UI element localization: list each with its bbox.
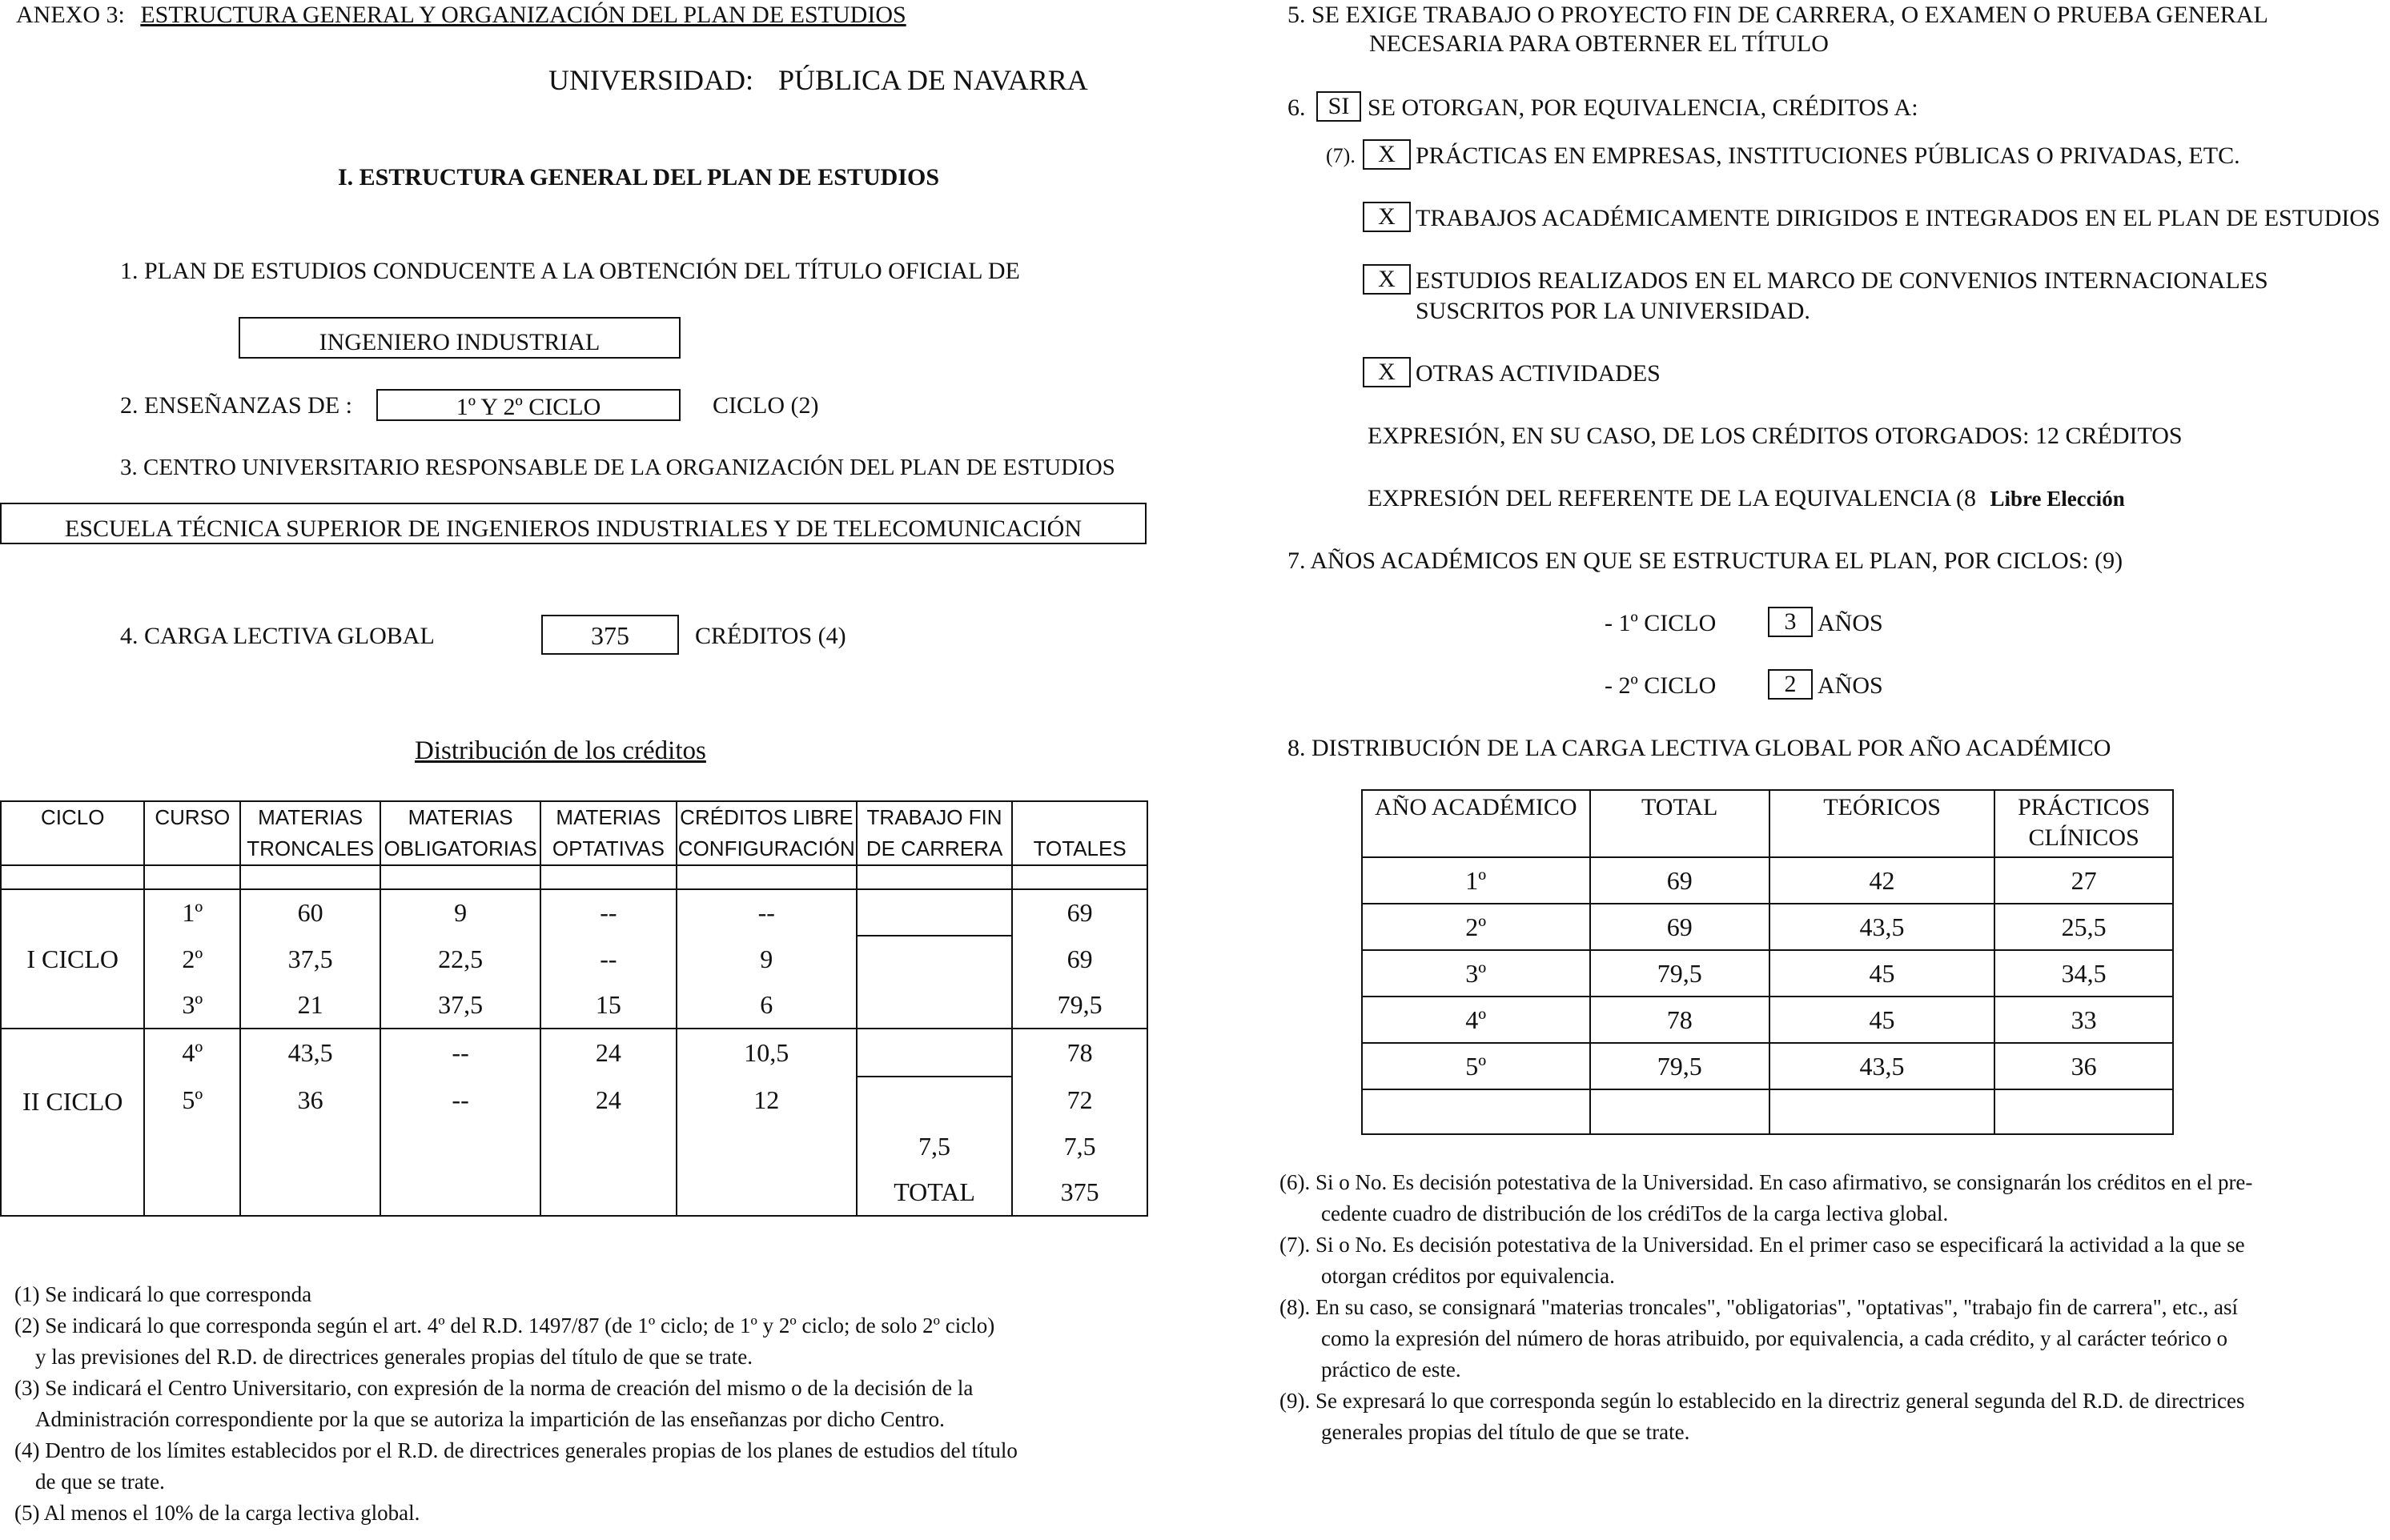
optativas-cell [540, 1123, 677, 1169]
footnote: cedente cuadro de distribución de los crédiTos de la carga lectiva global. [1321, 1201, 1949, 1225]
degree-title: INGENIERO INDUSTRIAL [319, 329, 601, 355]
table-row [1, 1123, 1147, 1169]
footnote: (1) Se indicará lo que corresponda [14, 1282, 312, 1306]
libre-cell: 6 [677, 982, 857, 1029]
degree-box [239, 317, 681, 359]
practicos-cell: 25,5 [1994, 904, 2173, 950]
troncales-cell [240, 1169, 380, 1216]
item-4-suffix: CRÉDITOS (4) [695, 623, 846, 649]
academic-year-table [1361, 789, 2174, 1135]
teoricos-cell: 43,5 [1769, 904, 1994, 950]
total-cell: 78 [1012, 1029, 1147, 1077]
footnote: como la expresión del número de horas atribuido, por equivalencia, a cada crédito, y al carácter teórico o [1321, 1326, 2228, 1350]
item-6-prefix: 6. [1287, 94, 1306, 121]
ciclo-value: 1º Y 2º CICLO [456, 394, 601, 420]
teoricos-cell [1769, 1089, 1994, 1134]
libre-cell [677, 1123, 857, 1169]
ciclo-2-years-box [1768, 669, 1813, 700]
table-row [1362, 997, 2173, 1043]
header-totales-text: TOTALES [1033, 836, 1127, 860]
teoricos-cell: 42 [1769, 857, 1994, 904]
right-footnotes [1279, 1167, 2376, 1448]
obligatorias-cell: 22,5 [380, 936, 540, 982]
check-mark: X [1378, 266, 1396, 292]
item-6-si-value: SI [1328, 93, 1350, 119]
total-cell: 69 [1590, 857, 1769, 904]
optativas-cell: 24 [540, 1029, 677, 1077]
curso-cell: 2º [144, 936, 240, 982]
teoricos-cell: 45 [1769, 997, 1994, 1043]
item-7: 7. AÑOS ACADÉMICOS EN QUE SE ESTRUCTURA EL PLAN, POR CICLOS: (9) [1287, 547, 2123, 574]
check-box-estudios [1363, 264, 1411, 295]
item-4-label: 4. CARGA LECTIVA GLOBAL [120, 623, 435, 649]
option-otras: OTRAS ACTIVIDADES [1416, 360, 1661, 387]
footnote: Administración correspondiente por la que se autoriza la impartición de las enseñanzas por dicho Centro. [35, 1407, 945, 1431]
footnote: generales propias del título de que se trate. [1321, 1420, 1690, 1444]
curso-cell [144, 1169, 240, 1216]
curso-cell: 1º [144, 889, 240, 936]
item-6-text: SE OTORGAN, POR EQUIVALENCIA, CRÉDITOS A: [1368, 94, 1918, 121]
footnote: (5) Al menos el 10% de la carga lectiva global. [14, 1501, 420, 1525]
ciclo-2-cell [1, 1029, 144, 1216]
header-curso-text: CURSO [155, 805, 231, 829]
header-ano: AÑO ACADÉMICO [1362, 790, 1590, 857]
troncales-cell: 43,5 [240, 1029, 380, 1077]
ciclo-1-years-box [1768, 607, 1813, 637]
footnote: práctico de este. [1321, 1358, 1461, 1382]
table-spacer-row [1, 865, 1147, 889]
item-8: 8. DISTRIBUCIÓN DE LA CARGA LECTIVA GLOBAL POR AÑO ACADÉMICO [1287, 735, 2111, 761]
university-line [548, 64, 1088, 97]
table-row-empty [1362, 1089, 2173, 1134]
table-row [1362, 1043, 2173, 1089]
practicos-cell: 36 [1994, 1043, 2173, 1089]
ciclo-1-cell [1, 889, 144, 1029]
header-totales [1012, 801, 1147, 865]
annex-header [16, 2, 906, 30]
optativas-cell: -- [540, 936, 677, 982]
obligatorias-cell: -- [380, 1029, 540, 1077]
option-estudios-line-2: SUSCRITOS POR LA UNIVERSIDAD. [1416, 298, 1810, 324]
footnote: otorgan créditos por equivalencia. [1321, 1264, 1615, 1288]
troncales-cell: 21 [240, 982, 380, 1029]
section-title: I. ESTRUCTURA GENERAL DEL PLAN DE ESTUDIOS [338, 164, 940, 190]
obligatorias-cell: 9 [380, 889, 540, 936]
credits-distribution-table [0, 800, 1148, 1217]
tfc-cell [857, 889, 1013, 936]
libre-cell: 9 [677, 936, 857, 982]
total-cell: 79,5 [1590, 950, 1769, 997]
table-row [1362, 950, 2173, 997]
ano-cell: 3º [1362, 950, 1590, 997]
header-teoricos: TEÓRICOS [1769, 790, 1994, 857]
footnote: (8). En su caso, se consignará "materias troncales", "obligatorias", "optativas", "trabajo fin de carrera", etc., así [1279, 1295, 2238, 1319]
ciclo-1-label: I CICLO [26, 944, 119, 973]
item-2-label: 2. ENSEÑANZAS DE : [120, 392, 352, 419]
credits-box [541, 615, 679, 655]
footnote: (6). Si o No. Es decisión potestativa de la Universidad. En caso afirmativo, se consignarán los créditos en el pre- [1279, 1170, 2253, 1194]
practicos-cell: 27 [1994, 857, 2173, 904]
centre-name: ESCUELA TÉCNICA SUPERIOR DE INGENIEROS INDUSTRIALES Y DE TELECOMUNICACIÓN [64, 515, 1082, 542]
troncales-cell [240, 1123, 380, 1169]
header-optativas-text: MATERIAS OPTATIVAS [552, 805, 665, 860]
total-cell: 78 [1590, 997, 1769, 1043]
footnote: (9). Se expresará lo que corresponda según lo establecido en la directriz general segunda del R.D. de directrices [1279, 1389, 2245, 1413]
tfc-cell [857, 1077, 1013, 1123]
footnote: de que se trate. [35, 1470, 165, 1494]
item-1-plan: 1. PLAN DE ESTUDIOS CONDUCENTE A LA OBTENCIÓN DEL TÍTULO OFICIAL DE [120, 258, 1020, 284]
ciclo-2-label: II CICLO [22, 1087, 123, 1116]
obligatorias-cell: 37,5 [380, 982, 540, 1029]
check-box-practicas [1363, 139, 1411, 170]
header-ciclo-text: CICLO [40, 805, 105, 829]
total-cell: 69 [1012, 936, 1147, 982]
total-cell: 7,5 [1012, 1123, 1147, 1169]
practicos-cell: 33 [1994, 997, 2173, 1043]
left-footnotes [14, 1279, 1018, 1529]
header-optativas [540, 801, 677, 865]
practicos-cell [1994, 1089, 2173, 1134]
footnote: y las previsiones del R.D. de directrices generales propias del título de que se trate. [35, 1345, 753, 1369]
troncales-cell: 60 [240, 889, 380, 936]
tfc-cell: 7,5 [857, 1123, 1013, 1169]
libre-cell [677, 1169, 857, 1216]
footnote: (4) Dentro de los límites establecidos por el R.D. de directrices generales propias de los planes de estudios del título [14, 1438, 1018, 1462]
item-6-note-ref: (7). [1326, 144, 1356, 167]
university-label: UNIVERSIDAD: [548, 64, 753, 96]
option-estudios-line-1: ESTUDIOS REALIZADOS EN EL MARCO DE CONVENIOS INTERNACIONALES [1416, 267, 2268, 294]
expression-reference-text: EXPRESIÓN DEL REFERENTE DE LA EQUIVALENCIA (8 [1368, 485, 1976, 511]
item-5-line-1: 5. SE EXIGE TRABAJO O PROYECTO FIN DE CARRERA, O EXAMEN O PRUEBA GENERAL [1287, 2, 2268, 28]
libre-cell: -- [677, 889, 857, 936]
expression-reference [1368, 485, 2125, 513]
optativas-cell: 15 [540, 982, 677, 1029]
header-practicos: PRÁCTICOS CLÍNICOS [1994, 790, 2173, 857]
total-cell: 79,5 [1590, 1043, 1769, 1089]
libre-cell: 10,5 [677, 1029, 857, 1077]
expression-reference-value: Libre Elección [1990, 487, 2125, 511]
check-mark: X [1378, 141, 1396, 167]
option-practicas: PRÁCTICAS EN EMPRESAS, INSTITUCIONES PÚBLICAS O PRIVADAS, ETC. [1416, 142, 2240, 169]
expression-credits: EXPRESIÓN, EN SU CASO, DE LOS CRÉDITOS OTORGADOS: 12 CRÉDITOS [1368, 423, 2183, 449]
curso-cell: 3º [144, 982, 240, 1029]
ano-cell: 4º [1362, 997, 1590, 1043]
tfc-cell [857, 936, 1013, 1029]
footnote: (2) Se indicará lo que corresponda según el art. 4º del R.D. 1497/87 (de 1º ciclo; de 1º y 2º ciclo; de solo 2º ciclo) [14, 1313, 995, 1337]
ano-cell: 5º [1362, 1043, 1590, 1089]
curso-cell: 4º [144, 1029, 240, 1077]
practicos-cell: 34,5 [1994, 950, 2173, 997]
check-box-otras [1363, 357, 1411, 387]
distribution-title: Distribución de los créditos [415, 736, 706, 765]
header-tfc [857, 801, 1013, 865]
ciclo-2-years-label: - 2º CICLO [1605, 672, 1717, 699]
table-row [1362, 904, 2173, 950]
troncales-cell: 36 [240, 1077, 380, 1123]
ano-cell: 2º [1362, 904, 1590, 950]
obligatorias-cell [380, 1123, 540, 1169]
total-cell [1590, 1089, 1769, 1134]
ciclo-1-years-unit: AÑOS [1818, 610, 1883, 636]
table-row [1, 1077, 1147, 1123]
obligatorias-cell [380, 1169, 540, 1216]
university-name: PÚBLICA DE NAVARRA [778, 64, 1088, 96]
header-libre-text: CRÉDITOS LIBRE CONFIGURACIÓN [677, 805, 855, 860]
header-troncales-text: MATERIAS TRONCALES [247, 805, 375, 860]
header-total: TOTAL [1590, 790, 1769, 857]
obligatorias-cell: -- [380, 1077, 540, 1123]
total-cell: 69 [1012, 889, 1147, 936]
option-trabajos: TRABAJOS ACADÉMICAMENTE DIRIGIDOS E INTEGRADOS EN EL PLAN DE ESTUDIOS [1416, 205, 2380, 231]
ciclo-2-years-unit: AÑOS [1818, 672, 1883, 699]
grand-total-cell: 375 [1012, 1169, 1147, 1216]
header-curso [144, 801, 240, 865]
header-troncales [240, 801, 380, 865]
tfc-cell [857, 1029, 1013, 1077]
optativas-cell: -- [540, 889, 677, 936]
centre-box [0, 503, 1147, 544]
item-3-centre-label: 3. CENTRO UNIVERSITARIO RESPONSABLE DE LA ORGANIZACIÓN DEL PLAN DE ESTUDIOS [120, 455, 1115, 480]
curso-cell: 5º [144, 1077, 240, 1123]
item-6-si-box [1316, 91, 1361, 122]
table-header-row [1362, 790, 2173, 857]
table-header-row [1, 801, 1147, 865]
total-cell: 79,5 [1012, 982, 1147, 1029]
total-cell: 69 [1590, 904, 1769, 950]
header-obligatorias-text: MATERIAS OBLIGATORIAS [384, 805, 537, 860]
teoricos-cell: 45 [1769, 950, 1994, 997]
ciclo-1-years-label: - 1º CICLO [1605, 610, 1717, 636]
annex-title: ESTRUCTURA GENERAL Y ORGANIZACIÓN DEL PLAN DE ESTUDIOS [140, 2, 906, 28]
table-row [1, 1169, 1147, 1216]
header-libre [677, 801, 857, 865]
footnote: (3) Se indicará el Centro Universitario, con expresión de la norma de creación del mismo o de la decisión de la [14, 1376, 974, 1400]
check-mark: X [1378, 203, 1396, 230]
troncales-cell: 37,5 [240, 936, 380, 982]
optativas-cell [540, 1169, 677, 1216]
header-obligatorias [380, 801, 540, 865]
libre-cell: 12 [677, 1077, 857, 1123]
item-5-line-2: NECESARIA PARA OBTERNER EL TÍTULO [1369, 30, 1829, 57]
table-row [1, 936, 1147, 982]
header-tfc-text: TRABAJO FIN DE CARRERA [866, 805, 1003, 860]
footnote: (7). Si o No. Es decisión potestativa de la Universidad. En el primer caso se especificará la actividad a la que se [1279, 1233, 2245, 1257]
credits-value: 375 [591, 621, 629, 650]
table-row [1, 889, 1147, 936]
ciclo-box [376, 389, 681, 421]
check-mark: X [1378, 359, 1396, 385]
ano-cell [1362, 1089, 1590, 1134]
optativas-cell: 24 [540, 1077, 677, 1123]
item-2-suffix: CICLO (2) [713, 392, 819, 419]
teoricos-cell: 43,5 [1769, 1043, 1994, 1089]
curso-cell [144, 1123, 240, 1169]
ciclo-1-years-value: 3 [1784, 608, 1797, 635]
header-ciclo [1, 801, 144, 865]
annex-label: ANEXO 3: [16, 2, 125, 28]
table-row [1362, 857, 2173, 904]
ano-cell: 1º [1362, 857, 1590, 904]
ciclo-2-years-value: 2 [1784, 671, 1797, 697]
tfc-total-label: TOTAL [857, 1169, 1013, 1216]
total-cell: 72 [1012, 1077, 1147, 1123]
table-row [1, 1029, 1147, 1077]
check-box-trabajos [1363, 202, 1411, 232]
